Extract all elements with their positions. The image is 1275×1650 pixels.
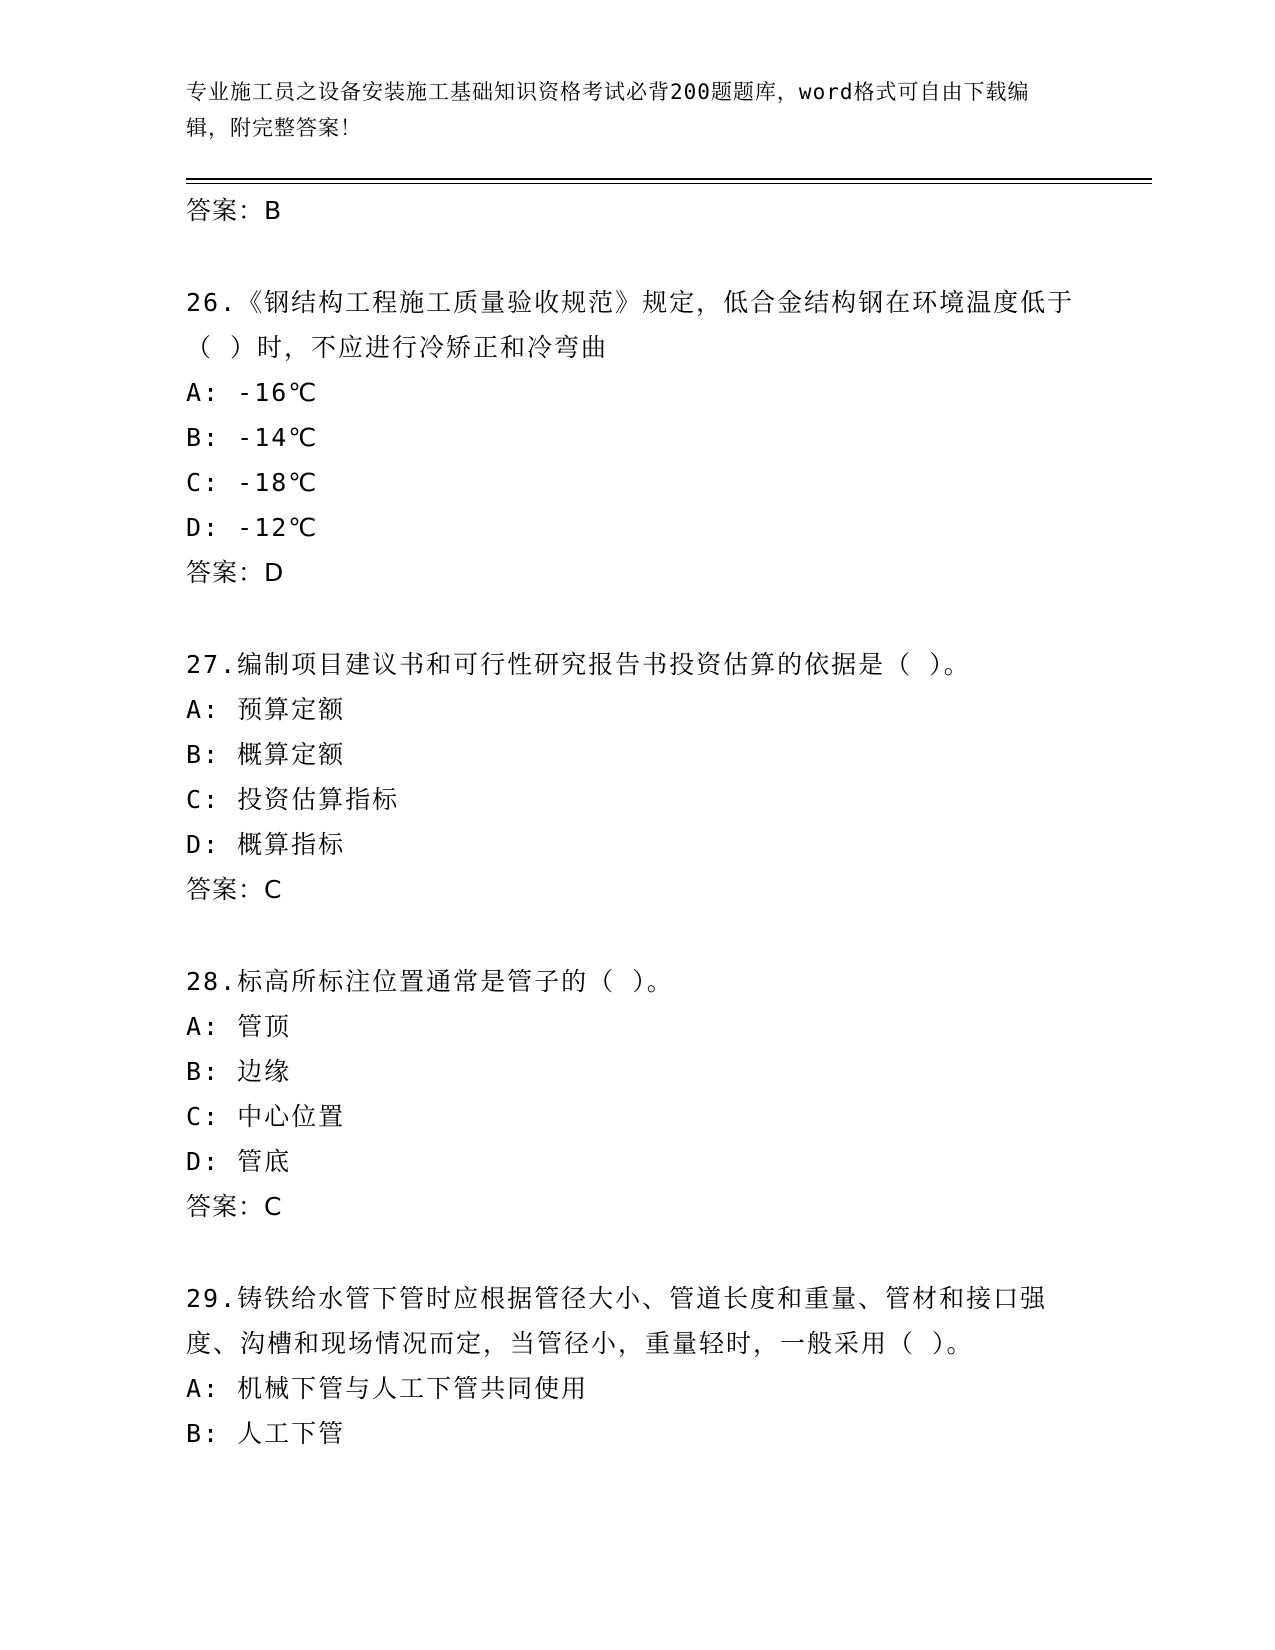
question-28-option-c: C: 中心位置 bbox=[186, 1102, 346, 1131]
question-28-option-b: B: 边缘 bbox=[186, 1057, 292, 1086]
spacer bbox=[186, 1229, 1086, 1276]
spacer bbox=[186, 233, 1086, 280]
answer-28: 答案：C bbox=[186, 1192, 283, 1221]
question-27-stem: 27.编制项目建议书和可行性研究报告书投资估算的依据是（ ）。 bbox=[186, 650, 971, 679]
question-29-stem: 29.铸铁给水管下管时应根据管径大小、管道长度和重量、管材和接口强度、沟槽和现场情况而定，当管径小，重量轻时，一般采用（ ）。 bbox=[186, 1284, 1048, 1358]
question-27-option-a: A: 预算定额 bbox=[186, 695, 346, 724]
header-divider bbox=[186, 178, 1152, 180]
question-27-option-c: C: 投资估算指标 bbox=[186, 785, 400, 814]
answer-26: 答案：D bbox=[186, 558, 285, 587]
spacer bbox=[186, 595, 1086, 642]
question-26-option-b: B: -14℃ bbox=[186, 423, 319, 452]
question-26-option-c: C: -18℃ bbox=[186, 468, 319, 497]
question-26-stem: 26.《钢结构工程施工质量验收规范》规定，低合金结构钢在环境温度低于（ ）时，不应进行冷矫正和冷弯曲 bbox=[186, 288, 1075, 362]
question-29-option-a: A: 机械下管与人工下管共同使用 bbox=[186, 1374, 589, 1403]
answer-25: 答案：B bbox=[186, 196, 283, 225]
document-header: 专业施工员之设备安装施工基础知识资格考试必背200题题库，word格式可自由下载编辑，附完整答案！ bbox=[186, 80, 1030, 140]
spacer bbox=[186, 912, 1086, 959]
header-divider-thin bbox=[186, 183, 1152, 184]
question-list bbox=[186, 188, 1086, 1456]
question-27-option-d: D: 概算指标 bbox=[186, 830, 346, 859]
answer-27: 答案：C bbox=[186, 875, 283, 904]
question-26-option-a: A: -16℃ bbox=[186, 378, 319, 407]
question-28-option-a: A: 管顶 bbox=[186, 1012, 292, 1041]
question-28-stem: 28.标高所标注位置通常是管子的（ ）。 bbox=[186, 967, 674, 996]
question-29-option-b: B: 人工下管 bbox=[186, 1419, 346, 1448]
question-28-option-d: D: 管底 bbox=[186, 1147, 292, 1176]
question-27-option-b: B: 概算定额 bbox=[186, 740, 346, 769]
question-26-option-d: D: -12℃ bbox=[186, 513, 319, 542]
